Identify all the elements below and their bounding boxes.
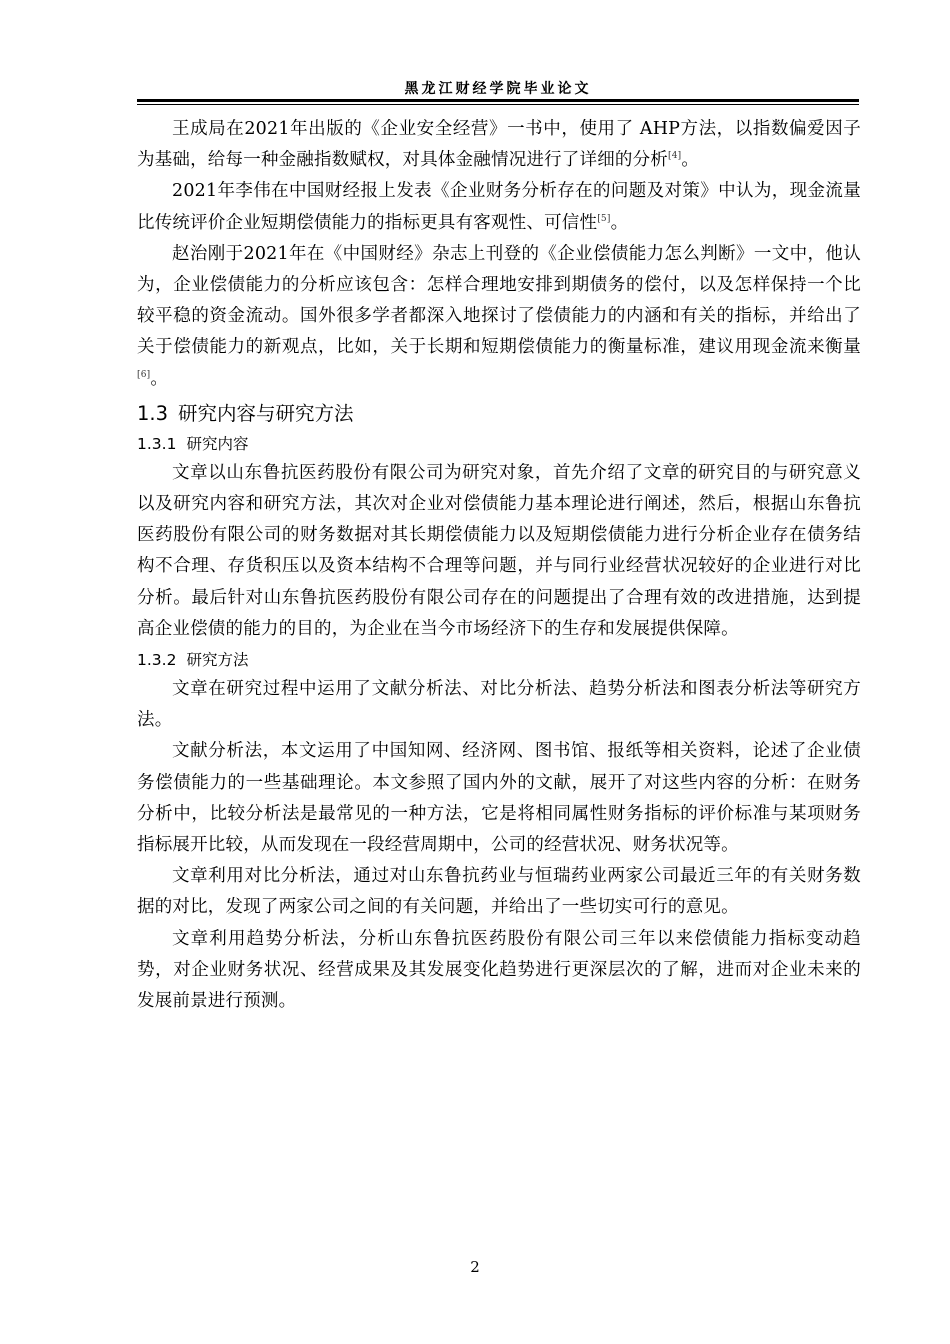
subsection-number: 1.3.2 xyxy=(137,651,177,670)
paragraph-end: 。 xyxy=(681,150,700,171)
section-number: 1.3 xyxy=(137,401,169,425)
paragraph xyxy=(137,239,861,395)
subsection-heading xyxy=(137,647,861,674)
paragraph: 文章在研究过程中运用了文献分析法、对比分析法、趋势分析法和图表分析法等研究方法。 xyxy=(137,679,861,731)
header-rule-thick xyxy=(137,99,859,102)
citation-ref: [4] xyxy=(668,151,682,162)
section-heading xyxy=(137,398,861,429)
subsection-number: 1.3.1 xyxy=(137,434,177,453)
citation-ref: [6] xyxy=(137,369,151,380)
paragraph xyxy=(137,114,861,176)
section-title: 研究内容与研究方法 xyxy=(178,401,354,425)
paragraph-text: 王成局在2021年出版的《企业安全经营》一书中，使用了 AHP方法，以指数偏爱因子为基础，给每一种金融指数赋权，对具体金融情况进行了详细的分析 xyxy=(137,119,861,171)
paragraph: 文章利用对比分析法，通过对山东鲁抗药业与恒瑞药业两家公司最近三年的有关财务数据的对比，发现了两家公司之间的有关问题，并给出了一些切实可行的意见。 xyxy=(137,866,861,918)
body-content xyxy=(137,114,861,1017)
page-number: 2 xyxy=(470,1258,480,1276)
citation-ref: [5] xyxy=(597,213,611,224)
paragraph-end: 。 xyxy=(610,212,629,233)
paragraph: 文章利用趋势分析法，分析山东鲁抗医药股份有限公司三年以来偿债能力指标变动趋势，对企业财务状况、经营成果及其发展变化趋势进行更深层次的了解，进而对企业未来的发展前景进行预测。 xyxy=(137,928,861,1012)
paragraph: 文献分析法，本文运用了中国知网、经济网、图书馆、报纸等相关资料，论述了企业债务偿债能力的一些基础理论。本文参照了国内外的文献，展开了对这些内容的分析：在财务分析中，比较分析法是最常见的一种方法，它是将相同属性财务指标的评价标准与某项财务指标展开比较，从而发现在一段经营周期中，公司的经营状况、财务状况等。 xyxy=(137,741,861,856)
subsection-title: 研究方法 xyxy=(186,651,249,670)
running-header: 黑龙江财经学院毕业论文 xyxy=(404,81,592,97)
subsection-heading xyxy=(137,431,861,458)
paragraph-text: 2021年李伟在中国财经报上发表《企业财务分析存在的问题及对策》中认为，现金流量比传统评价企业短期偿债能力的指标更具有客观性、可信性 xyxy=(137,181,861,233)
paragraph xyxy=(137,176,861,238)
paragraph-text: 赵治刚于2021年在《中国财经》杂志上刊登的《企业偿债能力怎么判断》一文中，他认为，企业偿债能力的分析应该包含：怎样合理地安排到期债务的偿付，以及怎样保持一个比较平稳的资金流动。国外很多学者都深入地探讨了偿债能力的内涵和有关的指标，并给出了关于偿债能力的新观点，比如，关于长期和短期偿债能力的衡量标准，建议用现金流来衡量 xyxy=(137,243,861,358)
paragraph: 文章以山东鲁抗医药股份有限公司为研究对象，首先介绍了文章的研究目的与研究意义以及研究内容和研究方法，其次对企业对偿债能力基本理论进行阐述，然后，根据山东鲁抗医药股份有限公司的财务数据对其长期偿债能力以及短期偿债能力进行分析企业存在债务结构不合理、存货积压以及资本结构不合理等问题，并与同行业经营状况较好的企业进行对比分析。最后针对山东鲁抗医药股份有限公司存在的问题提出了合理有效的改进措施，达到提高企业偿债的能力的目的，为企业在当今市场经济下的生存和发展提供保障。 xyxy=(137,462,861,639)
header-rule-thin xyxy=(137,104,859,105)
subsection-title: 研究内容 xyxy=(186,434,249,453)
paragraph-end: 。 xyxy=(150,368,169,389)
